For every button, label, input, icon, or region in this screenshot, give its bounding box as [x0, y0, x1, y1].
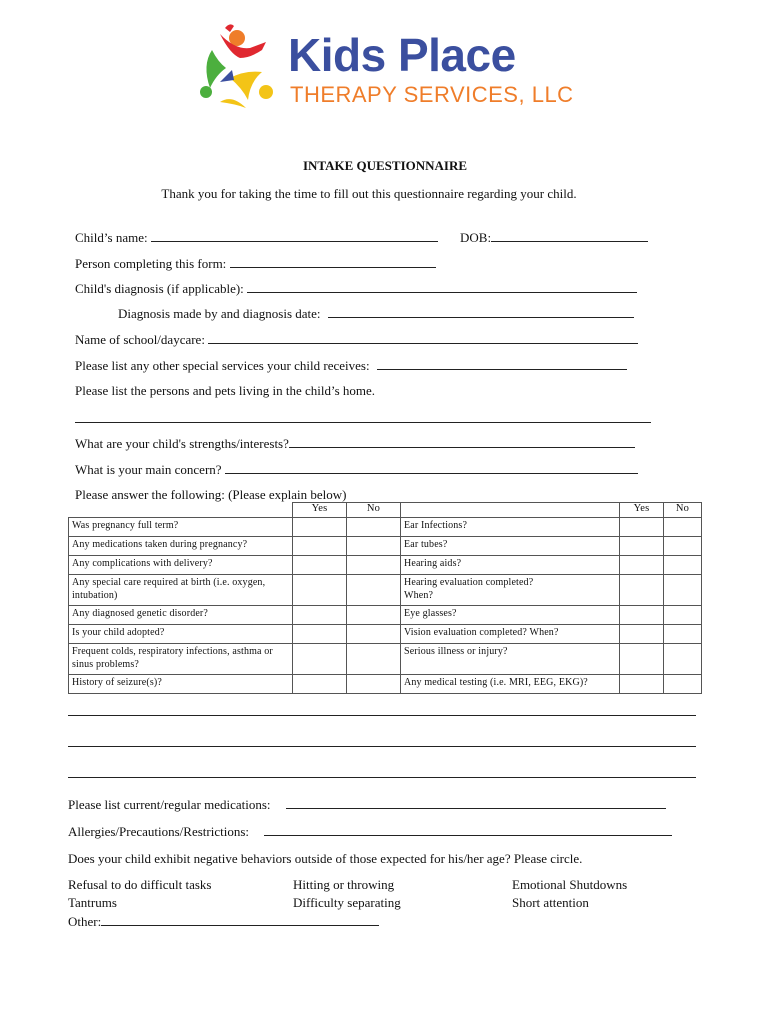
persons-pets-label: Please list the persons and pets living in the child’s home. [75, 383, 376, 398]
no-cell[interactable] [664, 575, 702, 606]
yes-header-right: Yes [620, 503, 664, 518]
yes-cell[interactable] [293, 644, 347, 675]
no-cell[interactable] [347, 518, 401, 537]
table-row-label: Any diagnosed genetic disorder? [69, 606, 293, 625]
logo-name: Kids Place [288, 29, 516, 81]
yes-cell[interactable] [620, 625, 664, 644]
allergies-label: Allergies/Precautions/Restrictions: [68, 824, 250, 839]
right-header-blank [401, 503, 620, 518]
logo [190, 20, 574, 120]
yes-cell[interactable] [293, 625, 347, 644]
no-cell[interactable] [347, 537, 401, 556]
table-row-label: Ear tubes? [401, 537, 620, 556]
answer-following-label: Please answer the following: (Please explain below) [75, 487, 347, 502]
person-completing-label: Person completing this form: [75, 256, 227, 271]
other-field[interactable] [68, 913, 379, 930]
no-cell[interactable] [664, 625, 702, 644]
table-row-label: Eye glasses? [401, 606, 620, 625]
concern-field[interactable] [75, 461, 638, 478]
diagnosis-by-field[interactable] [118, 305, 634, 322]
no-cell[interactable] [347, 625, 401, 644]
no-cell[interactable] [664, 606, 702, 625]
dob-field[interactable] [460, 229, 648, 246]
yes-cell[interactable] [620, 556, 664, 575]
medications-label: Please list current/regular medications: [68, 797, 271, 812]
yes-header-left: Yes [293, 503, 347, 518]
no-header-right: No [664, 503, 702, 518]
explain-line[interactable] [68, 736, 696, 747]
yes-cell[interactable] [293, 518, 347, 537]
table-row-label: Serious illness or injury? [401, 644, 620, 675]
table-row-label: Was pregnancy full term? [69, 518, 293, 537]
other-label: Other: [68, 914, 102, 929]
yes-cell[interactable] [620, 575, 664, 606]
yes-cell[interactable] [293, 537, 347, 556]
no-cell[interactable] [347, 556, 401, 575]
special-services-label: Please list any other special services your child receives: [75, 358, 370, 373]
medical-history-table [68, 502, 702, 694]
table-row-label: Hearing aids? [401, 556, 620, 575]
table-row-label: Hearing evaluation completed? When? [401, 575, 620, 606]
concern-label: What is your main concern? [75, 462, 222, 477]
yes-cell[interactable] [293, 575, 347, 606]
no-cell[interactable] [664, 537, 702, 556]
child-name-label: Child’s name: [75, 230, 148, 245]
no-cell[interactable] [664, 644, 702, 675]
strengths-field[interactable] [75, 435, 635, 452]
behavior-option[interactable]: Emotional Shutdowns [512, 877, 628, 892]
table-row-label: Any special care required at birth (i.e. oxygen, intubation) [69, 575, 293, 606]
yes-cell[interactable] [620, 518, 664, 537]
table-row-label: Is your child adopted? [69, 625, 293, 644]
medications-field[interactable] [68, 796, 666, 813]
intro-text: Thank you for taking the time to fill out this questionnaire regarding your child. [161, 186, 577, 201]
table-row-label: History of seizure(s)? [69, 675, 293, 694]
school-label: Name of school/daycare: [75, 332, 205, 347]
page-title: INTAKE QUESTIONNAIRE [302, 158, 468, 173]
behavior-option[interactable]: Refusal to do difficult tasks [68, 877, 212, 892]
no-cell[interactable] [664, 675, 702, 694]
table-row-label: Any medications taken during pregnancy? [69, 537, 293, 556]
child-name-field[interactable] [75, 229, 438, 246]
table-row-label: Any complications with delivery? [69, 556, 293, 575]
behavior-option[interactable]: Tantrums [68, 895, 117, 910]
behavior-option[interactable]: Difficulty separating [293, 895, 401, 910]
yes-cell[interactable] [293, 556, 347, 575]
no-cell[interactable] [347, 644, 401, 675]
no-cell[interactable] [664, 556, 702, 575]
diagnosis-field[interactable] [75, 280, 637, 297]
strengths-label: What are your child's strengths/interests? [75, 436, 289, 451]
diagnosis-by-label: Diagnosis made by and diagnosis date: [118, 306, 321, 321]
yes-cell[interactable] [620, 537, 664, 556]
allergies-field[interactable] [68, 823, 672, 840]
table-row-label: Frequent colds, respiratory infections, asthma or sinus problems? [69, 644, 293, 675]
no-cell[interactable] [347, 606, 401, 625]
yes-cell[interactable] [620, 606, 664, 625]
person-completing-field[interactable] [75, 255, 436, 272]
behavior-option[interactable]: Short attention [512, 895, 589, 910]
table-row-label: Any medical testing (i.e. MRI, EEG, EKG)? [401, 675, 620, 694]
no-cell[interactable] [347, 675, 401, 694]
no-header-left: No [347, 503, 401, 518]
yes-cell[interactable] [293, 675, 347, 694]
yes-cell[interactable] [620, 644, 664, 675]
table-row-label: Vision evaluation completed? When? [401, 625, 620, 644]
logo-subtitle: THERAPY SERVICES, LLC [290, 82, 574, 107]
school-field[interactable] [75, 331, 638, 348]
dob-label: DOB: [460, 230, 492, 245]
explain-line[interactable] [68, 767, 696, 778]
special-services-field[interactable] [75, 357, 627, 374]
yes-cell[interactable] [620, 675, 664, 694]
no-cell[interactable] [664, 518, 702, 537]
diagnosis-label: Child's diagnosis (if applicable): [75, 281, 244, 296]
logo-figures-icon [190, 20, 290, 120]
behavior-option[interactable]: Hitting or throwing [293, 877, 395, 892]
table-row-label: Ear Infections? [401, 518, 620, 537]
yes-cell[interactable] [293, 606, 347, 625]
behaviors-question: Does your child exhibit negative behaviors outside of those expected for his/her age? Please circle. [68, 851, 583, 866]
persons-pets-line[interactable] [75, 410, 651, 423]
explain-line[interactable] [68, 705, 696, 716]
no-cell[interactable] [347, 575, 401, 606]
